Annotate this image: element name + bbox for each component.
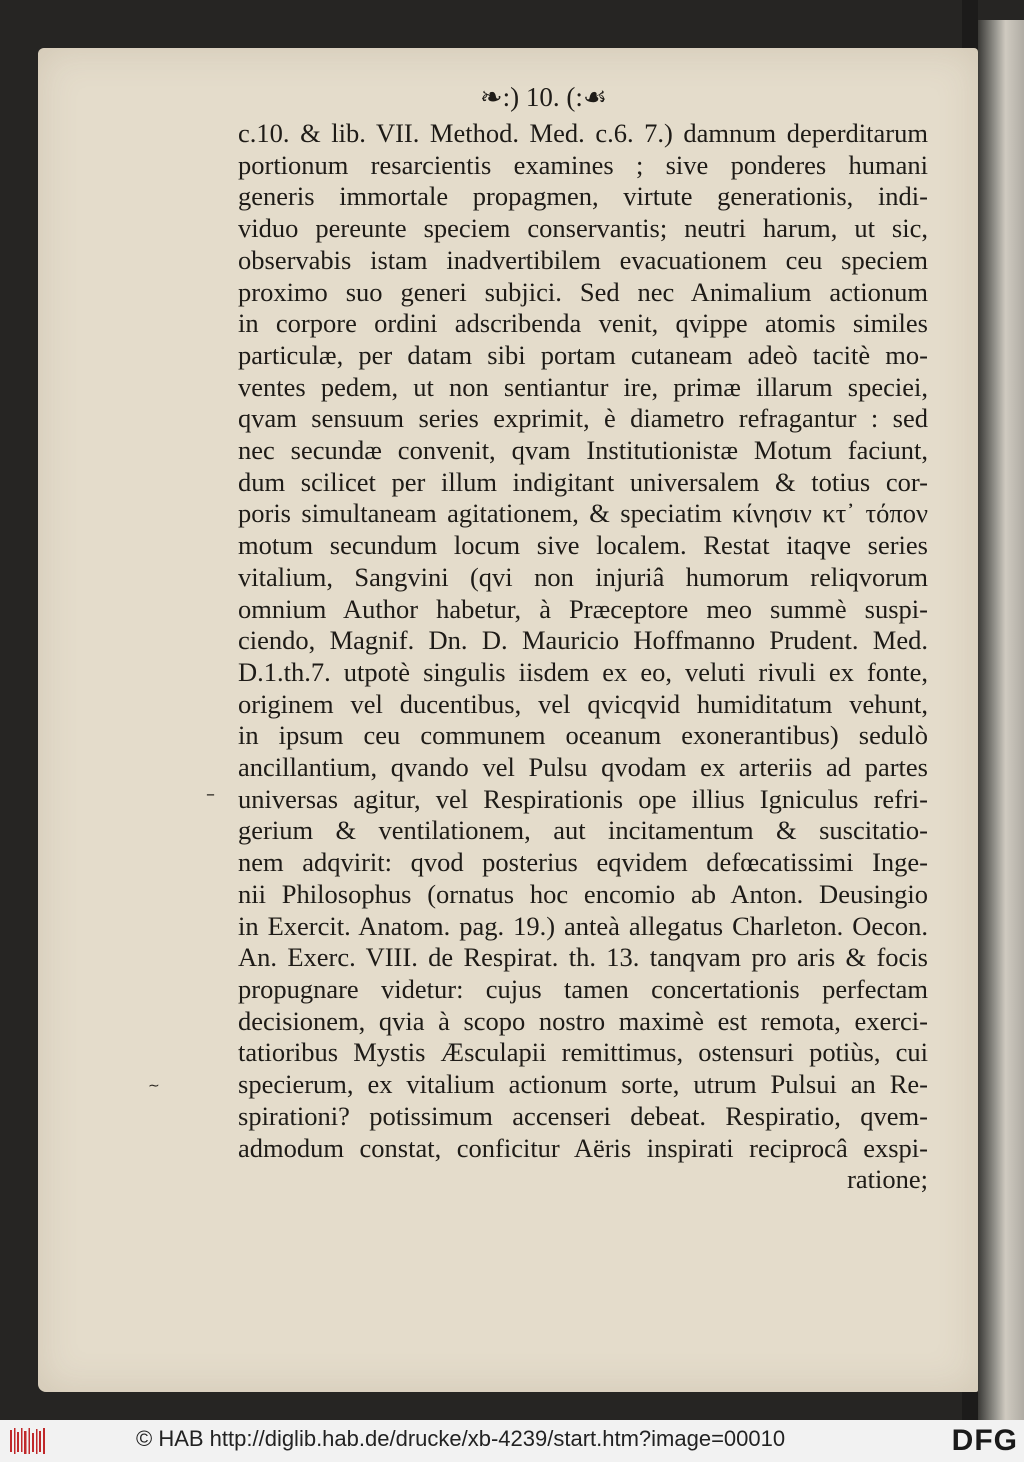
- text-line: dum scilicet per illum indigitant universalem & totius cor-: [238, 466, 928, 497]
- text-line: ciendo, Magnif. Dn. D. Mauricio Hoffmanno Prudent. Med.: [238, 625, 928, 656]
- text-line: nec secundæ convenit, qvam Institutionistæ Motum faciunt,: [238, 435, 928, 466]
- text-line: in ipsum ceu communem oceanum exonerantibus) sedulò: [238, 720, 928, 751]
- text-line: tatioribus Mystis Æsculapii remittimus, ostensuri potiùs, cui: [238, 1037, 928, 1068]
- text-line: proximo suo generi subjici. Sed nec Animalium actionum: [238, 276, 928, 307]
- page-text: [238, 118, 928, 1196]
- text-line: omnium Author habetur, à Præceptore meo summè suspi-: [238, 593, 928, 624]
- text-line: c.10. & lib. VII. Method. Med. c.6. 7.) damnum deperditarum: [238, 118, 928, 148]
- text-line: nii Philosophus (ornatus hoc encomio ab Anton. Deusingio: [238, 878, 928, 909]
- text-line: generis immortale propagmen, virtute generationis, indi-: [238, 181, 928, 212]
- text-line: nem adqvirit: qvod posterius eqvidem defœcatissimi Inge-: [238, 847, 928, 878]
- text-line: vitalium, Sangvini (qvi non injuriâ humorum reliqvorum: [238, 561, 928, 592]
- margin-mark: –: [206, 784, 215, 805]
- copyright-url[interactable]: © HAB http://diglib.hab.de/drucke/xb-4239/start.htm?image=00010: [136, 1426, 786, 1451]
- margin-mark: ∼: [148, 1078, 160, 1094]
- text-line: originem vel ducentibus, vel qvicqvid humiditatum vehunt,: [238, 688, 928, 719]
- text-line: An. Exerc. VIII. de Respirat. th. 13. tanqvam pro aris & focis: [238, 942, 928, 973]
- text-line: specierum, ex vitalium actionum sorte, utrum Pulsui an Re-: [238, 1069, 928, 1100]
- text-line: ancillantium, qvando vel Pulsu qvodam ex arteriis ad partes: [238, 752, 928, 783]
- text-line: motum secundum locum sive localem. Restat itaqve series: [238, 530, 928, 561]
- text-line: observabis istam inadvertibilem evacuationem ceu speciem: [238, 244, 928, 275]
- text-line: portionum resarcientis examines ; sive ponderes humani: [238, 149, 928, 180]
- text-line: universas agitur, vel Respirationis ope illius Igniculus refri-: [238, 783, 928, 814]
- viewer-footer: [0, 1420, 1024, 1462]
- text-line: gerium & ventilationem, aut incitamentum & suscitatio-: [238, 815, 928, 846]
- facing-page-edge: [978, 20, 1024, 1420]
- dfg-logo: DFG: [951, 1424, 1018, 1457]
- text-line: propugnare videtur: cujus tamen concertationis perfectam: [238, 973, 928, 1004]
- text-line: spirationi? potissimum accenseri debeat. Respiratio, qvem-: [238, 1100, 928, 1131]
- text-line: admodum constat, conficitur Aëris inspirati reciprocâ exspi-: [238, 1132, 928, 1163]
- text-line: ratione;: [847, 1164, 928, 1195]
- text-line: decisionem, qvia à scopo nostro maximè est remota, exerci-: [238, 1005, 928, 1036]
- text-line: D.1.th.7. utpotè singulis iisdem ex eo, veluti rivuli ex fonte,: [238, 656, 928, 687]
- text-line: poris simultaneam agitationem, & speciatim κίνησιν κτ᾽ τόπον: [238, 498, 928, 529]
- hab-barcode-icon: [10, 1428, 46, 1454]
- text-line: particulæ, per datam sibi portam cutaneam adeò tacitè mo-: [238, 339, 928, 370]
- text-line: ventes pedem, ut non sentiantur ire, primæ illarum speciei,: [238, 371, 928, 402]
- text-line: in corpore ordini adscribenda venit, qvippe atomis similes: [238, 308, 928, 339]
- page-header: ❧:) 10. (:☙: [480, 82, 608, 112]
- text-line: viduo pereunte speciem conservantis; neutri harum, ut sic,: [238, 213, 928, 244]
- text-line: qvam sensuum series exprimit, è diametro refragantur : sed: [238, 403, 928, 434]
- text-line: in Exercit. Anatom. pag. 19.) anteà allegatus Charleton. Oecon.: [238, 910, 928, 941]
